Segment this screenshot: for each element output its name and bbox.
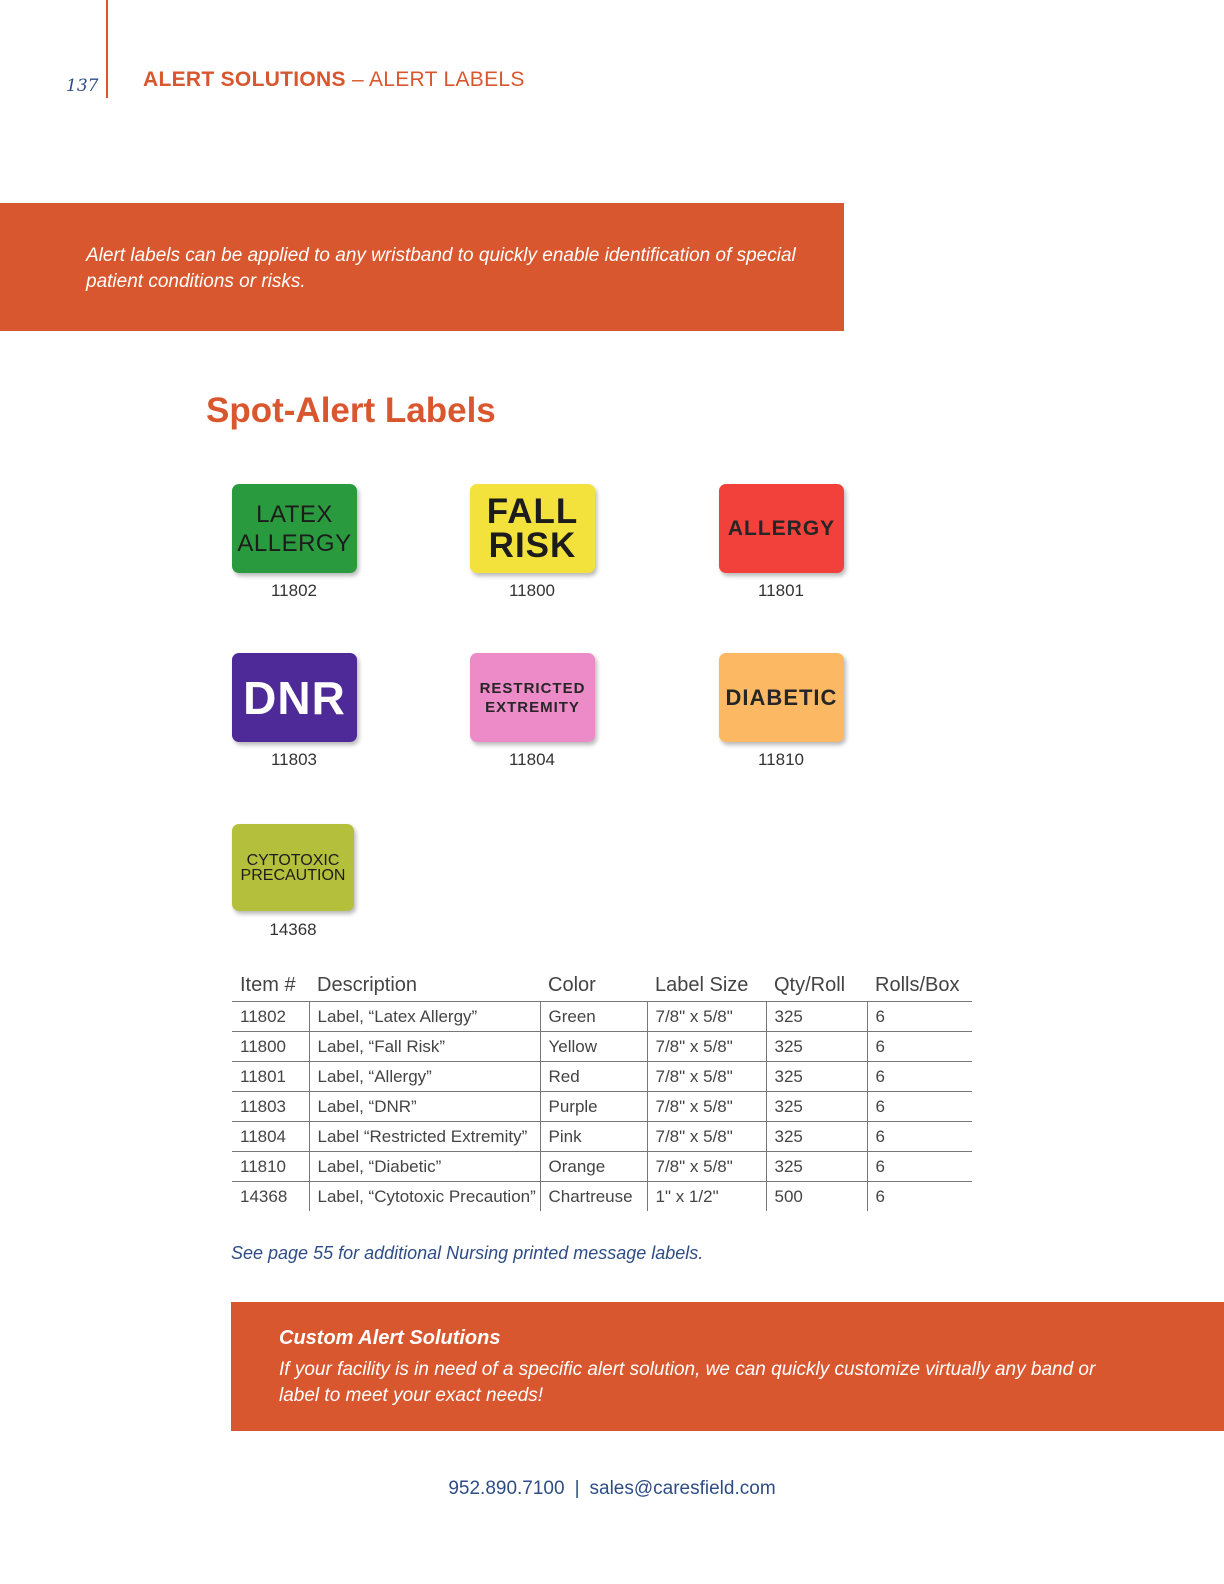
spec-table xyxy=(232,972,972,1211)
cell-description: Label, “Allergy” xyxy=(309,1062,540,1092)
reference-note: See page 55 for additional Nursing printed message labels. xyxy=(231,1243,704,1263)
label-text-line1: LATEX xyxy=(256,500,333,528)
cell-rolls: 6 xyxy=(867,1182,972,1212)
product-title: Spot-Alert Labels xyxy=(206,391,496,430)
cell-size: 7/8" x 5/8" xyxy=(647,1002,766,1032)
custom-title: Custom Alert Solutions xyxy=(279,1327,501,1349)
header-item: Item # xyxy=(232,972,309,1002)
label-allergy xyxy=(719,484,844,573)
custom-body: If your facility is in need of a specific alert solution, we can quickly customize virtually any band or label to meet your exact needs! xyxy=(279,1359,1096,1406)
label-text-line1: CYTOTOXIC xyxy=(246,851,340,869)
footer xyxy=(0,1478,1224,1500)
cell-rolls: 6 xyxy=(867,1062,972,1092)
cell-item: 14368 xyxy=(240,1186,288,1206)
label-text-line2: EXTREMITY xyxy=(485,698,580,716)
cell-qty: 325 xyxy=(766,1032,867,1062)
section-separator: – xyxy=(345,68,369,91)
cell-size: 7/8" x 5/8" xyxy=(647,1122,766,1152)
label-dnr xyxy=(232,653,357,742)
header-qty-roll: Qty/Roll xyxy=(766,972,867,1002)
label-text-line1: DIABETIC xyxy=(725,684,838,710)
cell-size: 1" x 1/2" xyxy=(647,1182,766,1212)
cell-qty: 325 xyxy=(766,1122,867,1152)
cell-color: Green xyxy=(540,1002,647,1032)
cell-size: 7/8" x 5/8" xyxy=(647,1092,766,1122)
cell-color: Pink xyxy=(540,1122,647,1152)
label-code: 11800 xyxy=(508,581,555,600)
label-restricted-extremity xyxy=(470,653,595,742)
footer-separator: | xyxy=(574,1478,580,1499)
section-name: ALERT SOLUTIONS xyxy=(143,68,346,91)
table-row xyxy=(232,1032,972,1062)
cell-description: Label, “Latex Allergy” xyxy=(309,1002,540,1032)
cell-size: 7/8" x 5/8" xyxy=(647,1062,766,1092)
label-code: 11810 xyxy=(757,750,804,769)
footer-phone[interactable]: 952.890.7100 xyxy=(448,1478,565,1499)
header-description: Description xyxy=(309,972,540,1002)
cell-item: 11803 xyxy=(232,1092,309,1122)
header-label-size: Label Size xyxy=(647,972,766,1002)
cell-description: Label, “Cytotoxic Precaution” xyxy=(309,1182,540,1212)
label-code: 11803 xyxy=(270,750,317,769)
cell-item: 11810 xyxy=(232,1152,309,1182)
cell-rolls: 6 xyxy=(867,1002,972,1032)
label-text-line2: ALLERGY xyxy=(237,529,352,557)
label-code: 11802 xyxy=(270,581,317,600)
cell-color: Chartreuse xyxy=(540,1182,647,1212)
label-latex-allergy xyxy=(232,484,357,573)
header-color: Color xyxy=(540,972,647,1002)
cell-item: 11802 xyxy=(232,1002,309,1032)
cell-rolls: 6 xyxy=(867,1152,972,1182)
label-fall-risk xyxy=(470,484,595,573)
table-header-row xyxy=(232,972,972,1002)
cell-description: Label, “Fall Risk” xyxy=(309,1032,540,1062)
label-code: 11804 xyxy=(508,750,555,769)
label-cytotoxic-precaution xyxy=(232,824,354,911)
cell-color: Yellow xyxy=(540,1032,647,1062)
header-divider xyxy=(106,0,108,98)
table-row xyxy=(232,1182,972,1212)
cell-item: 11800 xyxy=(232,1032,309,1062)
cell-description: Label, “DNR” xyxy=(309,1092,540,1122)
label-text-line1: ALLERGY xyxy=(727,516,836,540)
cell-qty: 325 xyxy=(766,1092,867,1122)
cell-description: Label “Restricted Extremity” xyxy=(309,1122,540,1152)
label-text-line1: FALL xyxy=(486,491,579,531)
cell-description: Label, “Diabetic” xyxy=(309,1152,540,1182)
page-number: 137 xyxy=(66,76,99,96)
cell-color: Purple xyxy=(540,1092,647,1122)
section-title xyxy=(143,68,525,92)
footer-email[interactable]: sales@caresfield.com xyxy=(589,1478,776,1499)
label-text-line1: RESTRICTED xyxy=(479,679,586,697)
subsection-name: ALERT LABELS xyxy=(368,68,525,91)
header-rolls-box: Rolls/Box xyxy=(867,972,972,1002)
label-text-line2: PRECAUTION xyxy=(240,866,346,884)
table-row xyxy=(232,1002,972,1032)
cell-rolls: 6 xyxy=(867,1092,972,1122)
label-diabetic xyxy=(719,653,844,742)
cell-color: Red xyxy=(540,1062,647,1092)
cell-rolls: 6 xyxy=(867,1122,972,1152)
cell-item: 11804 xyxy=(232,1122,309,1152)
label-code: 14368 xyxy=(269,920,317,939)
cell-size: 7/8" x 5/8" xyxy=(647,1152,766,1182)
cell-color: Orange xyxy=(540,1152,647,1182)
cell-qty: 325 xyxy=(766,1062,867,1092)
table-row xyxy=(232,1152,972,1182)
label-text-line2: RISK xyxy=(488,525,577,565)
cell-qty: 500 xyxy=(766,1182,867,1212)
label-text-line1: DNR xyxy=(243,671,346,724)
label-code: 11801 xyxy=(757,581,804,600)
intro-text: Alert labels can be applied to any wristband to quickly enable identification of special patient conditions or risks. xyxy=(86,245,796,292)
table-row xyxy=(232,1122,972,1152)
cell-size: 7/8" x 5/8" xyxy=(647,1032,766,1062)
cell-rolls: 6 xyxy=(867,1032,972,1062)
table-row xyxy=(232,1062,972,1092)
table-row xyxy=(232,1092,972,1122)
cell-item: 11801 xyxy=(232,1062,309,1092)
cell-qty: 325 xyxy=(766,1152,867,1182)
cell-qty: 325 xyxy=(766,1002,867,1032)
